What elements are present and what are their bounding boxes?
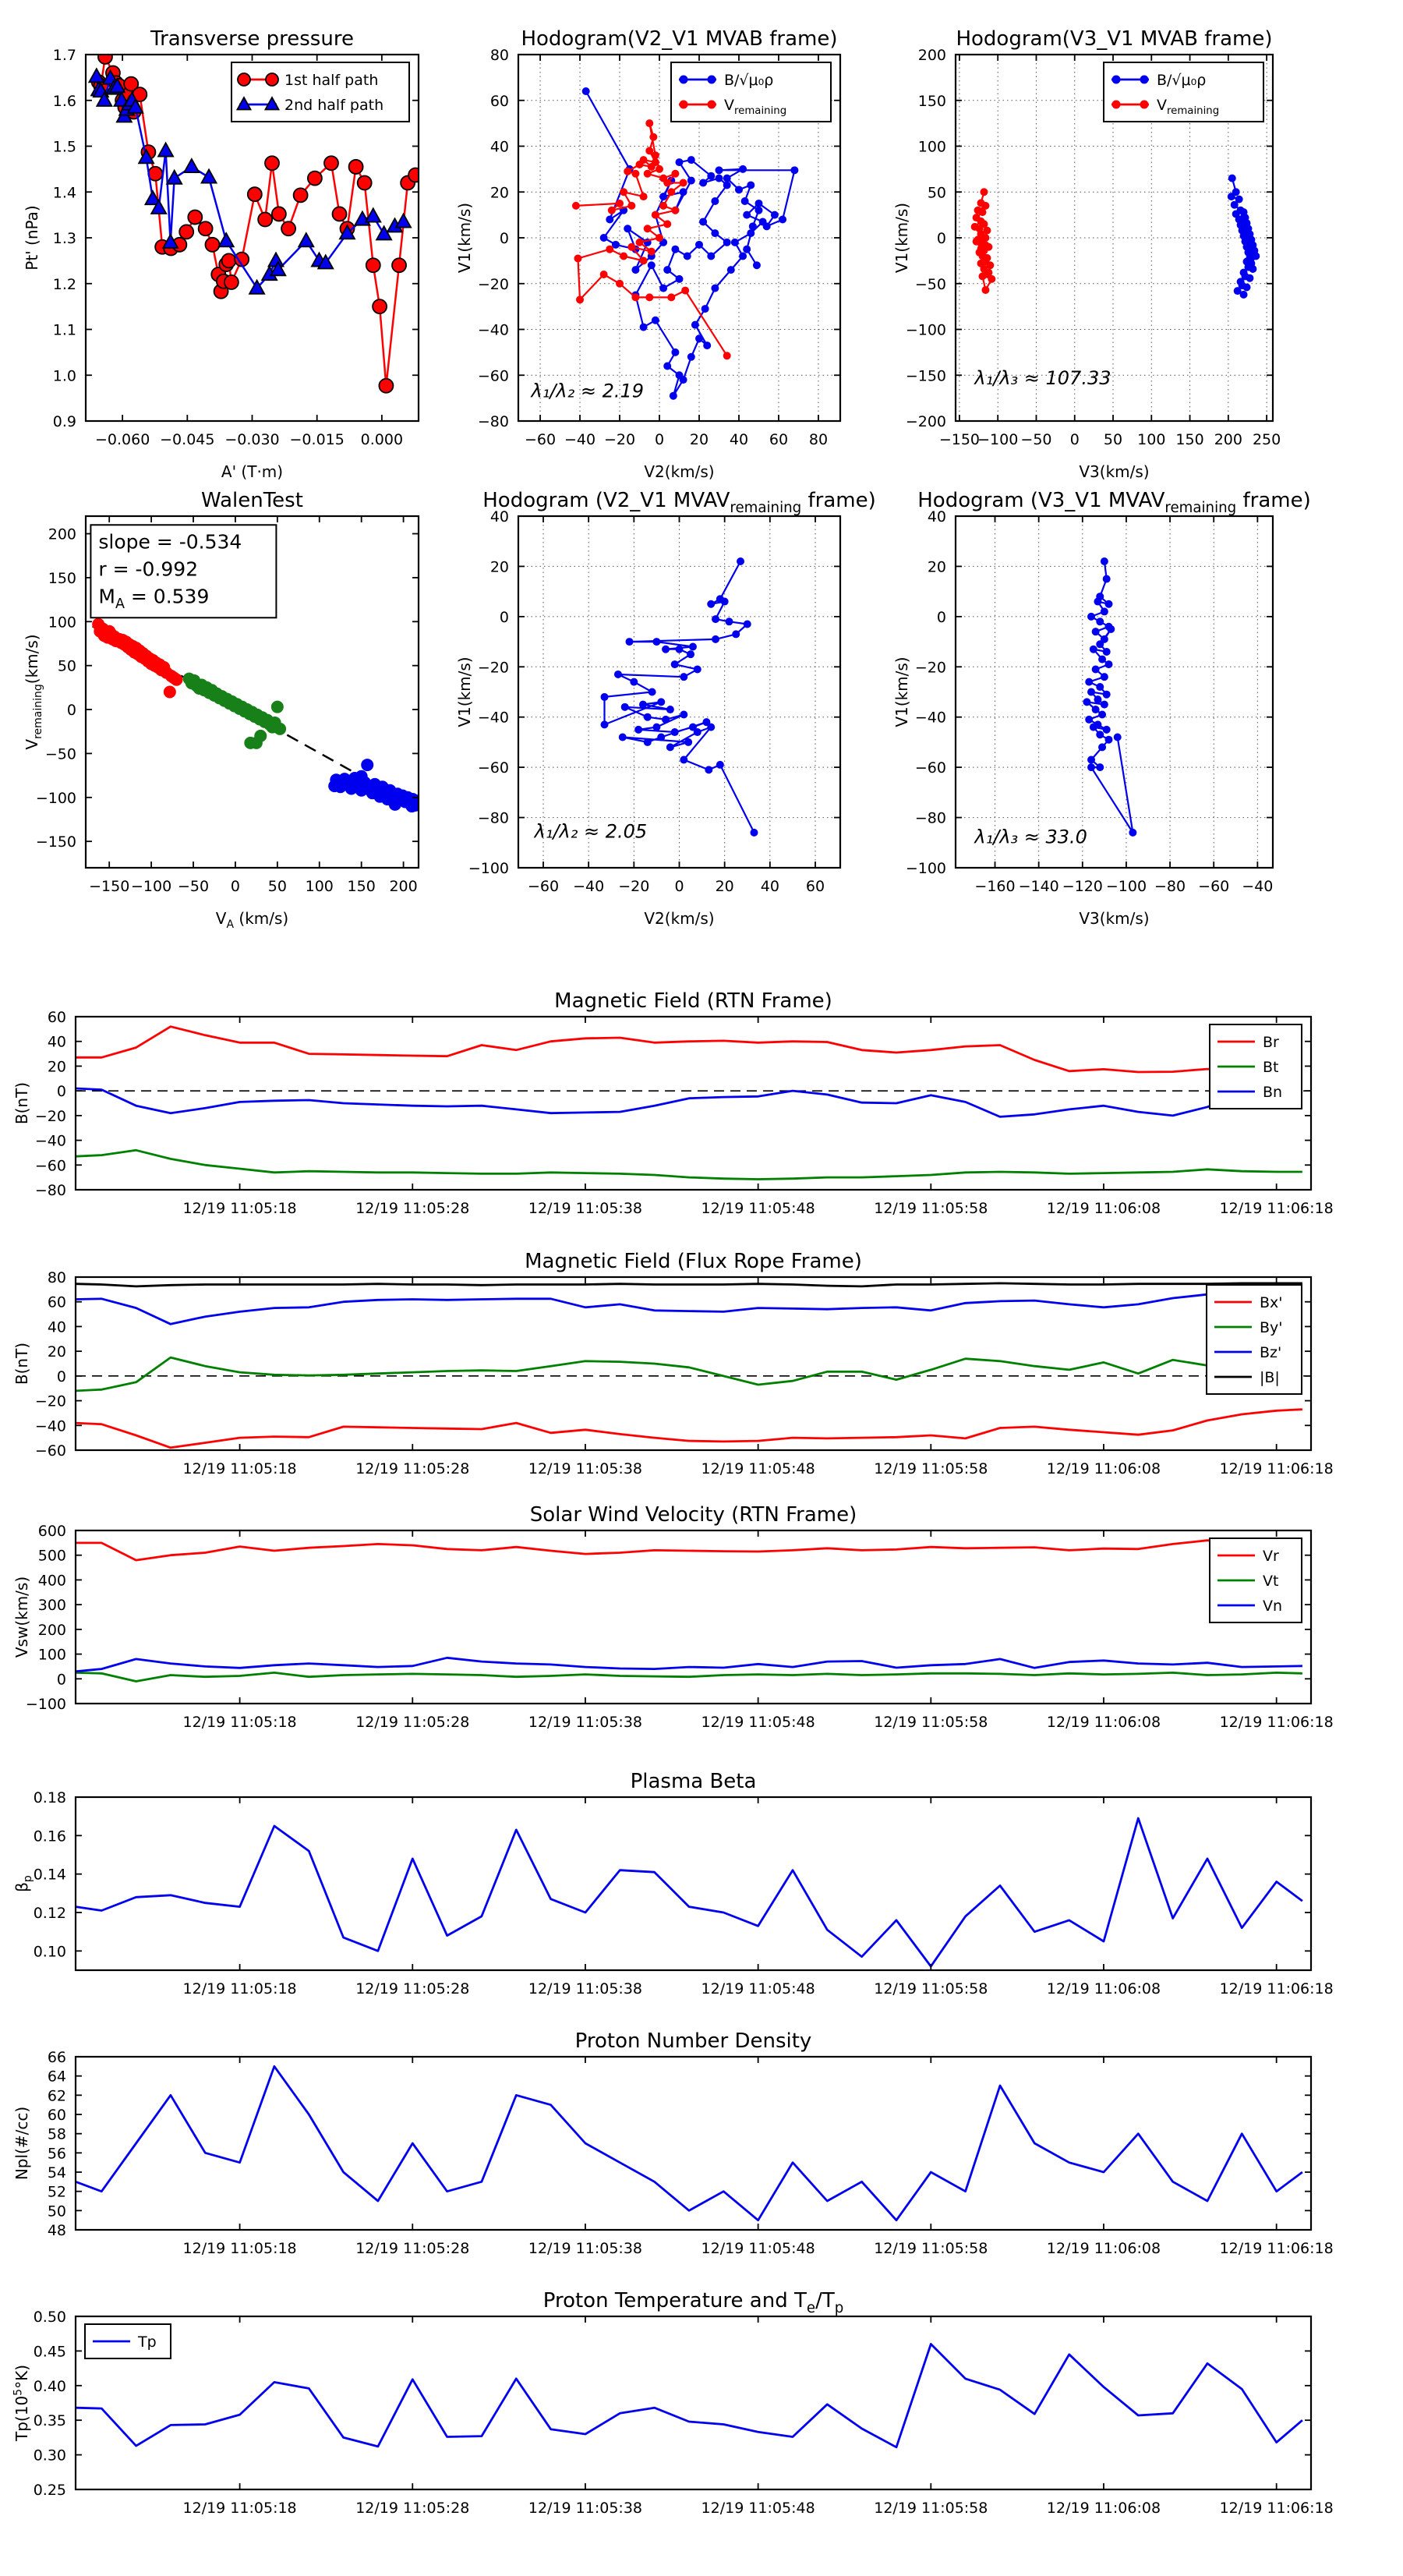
svg-text:50: 50	[47, 2203, 66, 2220]
svg-text:200: 200	[1214, 431, 1242, 448]
svg-text:12/19 11:05:38: 12/19 11:05:38	[528, 1980, 643, 1997]
svg-text:60: 60	[769, 431, 789, 448]
svg-text:Vremaining: $V_{remaining}$	[1157, 97, 1220, 117]
svg-text:0.30: 0.30	[33, 2447, 66, 2465]
svg-text:200: 200	[389, 878, 418, 895]
svg-text:−150: −150	[905, 367, 946, 385]
svg-text:0: 0	[936, 230, 946, 247]
svg-text:12/19 11:05:28: 12/19 11:05:28	[355, 1714, 470, 1731]
svg-text:80: 80	[808, 431, 829, 448]
svg-text:V3(km/s): V3(km/s)	[1079, 462, 1150, 481]
svg-text:slope = -0.534: slope = -0.534	[98, 530, 242, 554]
svg-text:12/19 11:05:48: 12/19 11:05:48	[701, 1200, 815, 1217]
proton-temperature-chart	[12, 2289, 1333, 2517]
svg-text:Transverse pressure: Transverse pressure	[150, 27, 354, 51]
svg-text:60: 60	[47, 1009, 66, 1026]
svg-text:−150: −150	[89, 878, 130, 895]
svg-text:λ₁/λ₂ ≈ 2.19: λ₁/λ₂ ≈ 2.19	[531, 380, 645, 402]
svg-text:12/19 11:05:48: 12/19 11:05:48	[701, 1714, 815, 1731]
svg-text:Proton Temperature and Te/Tp: Proton Temperature and $T_e/T_p$	[542, 2289, 844, 2316]
svg-text:50: 50	[1103, 431, 1123, 448]
svg-text:40: 40	[47, 1318, 66, 1336]
svg-text:By': By'	[1260, 1319, 1283, 1336]
svg-text:60: 60	[47, 1293, 66, 1311]
svg-text:VA (km/s): $V_A$ (km/s)	[215, 909, 289, 932]
svg-text:Hodogram(V2_V1 MVAB frame): Hodogram(V2_V1 MVAB frame)	[521, 27, 838, 51]
svg-text:−20: −20	[477, 659, 509, 677]
svg-text:250: 250	[1252, 431, 1281, 448]
svg-text:56: 56	[47, 2145, 66, 2163]
svg-text:B/√μ₀ρ: B/√μ₀ρ	[724, 72, 774, 89]
svg-text:Magnetic Field (Flux Rope Fram: Magnetic Field (Flux Rope Frame)	[525, 1250, 862, 1273]
svg-text:12/19 11:06:08: 12/19 11:06:08	[1046, 1980, 1161, 1997]
svg-text:200: 200	[37, 1621, 66, 1639]
svg-text:|B|: |B|	[1260, 1369, 1280, 1386]
svg-text:Hodogram (V3_V1 MVAVremaining: Hodogram (V3_V1 $MVAV_{remaining}$ frame)	[917, 489, 1311, 516]
svg-text:20: 20	[47, 1343, 66, 1361]
hodogram-v2v1-mvav-chart	[455, 489, 876, 928]
svg-text:−100: −100	[1105, 878, 1147, 895]
svg-text:Vr: Vr	[1263, 1548, 1279, 1565]
svg-text:50: 50	[57, 657, 76, 675]
svg-text:12/19 11:05:18: 12/19 11:05:18	[182, 1460, 297, 1477]
svg-text:0: 0	[499, 608, 509, 626]
svg-text:Vremaining: $V_{remaining}$	[724, 97, 787, 117]
svg-text:12/19 11:05:18: 12/19 11:05:18	[182, 2240, 297, 2257]
svg-text:600: 600	[37, 1523, 66, 1540]
svg-text:V1(km/s): V1(km/s)	[892, 202, 911, 274]
svg-text:−60: −60	[477, 759, 509, 777]
svg-text:−100: −100	[977, 431, 1019, 448]
svg-text:60: 60	[47, 2107, 66, 2124]
svg-text:2nd half path: 2nd half path	[284, 97, 384, 114]
svg-text:12/19 11:06:18: 12/19 11:06:18	[1219, 2240, 1334, 2257]
svg-text:0.25: 0.25	[33, 2482, 66, 2499]
svg-text:0.10: 0.10	[33, 1943, 66, 1961]
svg-text:Bz': Bz'	[1260, 1344, 1282, 1361]
svg-text:40: 40	[489, 508, 509, 525]
svg-text:100: 100	[917, 138, 946, 156]
svg-text:12/19 11:05:38: 12/19 11:05:38	[528, 2500, 643, 2517]
svg-text:Vn: Vn	[1263, 1598, 1283, 1615]
svg-text:0.40: 0.40	[33, 2377, 66, 2395]
svg-text:0: 0	[654, 431, 665, 448]
svg-text:12/19 11:05:38: 12/19 11:05:38	[528, 2240, 643, 2257]
svg-text:40: 40	[47, 1033, 66, 1051]
svg-text:B(nT): B(nT)	[12, 1342, 31, 1385]
svg-text:0.45: 0.45	[33, 2343, 66, 2361]
svg-text:−50: −50	[177, 878, 210, 895]
svg-text:400: 400	[37, 1572, 66, 1590]
svg-text:r = -0.992: r = -0.992	[98, 557, 199, 581]
svg-text:−40: −40	[914, 709, 946, 727]
svg-text:Vsw(km/s): Vsw(km/s)	[12, 1576, 31, 1658]
svg-text:Bn: Bn	[1263, 1084, 1283, 1101]
svg-text:200: 200	[48, 525, 76, 543]
svg-text:−20: −20	[477, 275, 509, 293]
svg-text:−20: −20	[34, 1107, 66, 1125]
svg-text:0: 0	[56, 1368, 66, 1385]
svg-text:−80: −80	[477, 809, 509, 827]
svg-text:Hodogram (V2_V1 MVAVremaining: Hodogram (V2_V1 $MVAV_{remaining}$ frame)	[482, 489, 876, 516]
svg-text:0: 0	[499, 230, 509, 247]
solar-wind-velocity-chart	[12, 1503, 1334, 1731]
svg-text:0: 0	[230, 878, 240, 895]
svg-text:40: 40	[927, 508, 946, 525]
svg-text:−0.030: −0.030	[224, 431, 280, 448]
svg-text:Pt' (nPa): Pt' (nPa)	[23, 205, 41, 271]
svg-text:48: 48	[47, 2222, 66, 2239]
svg-text:0.50: 0.50	[33, 2309, 66, 2326]
svg-text:60: 60	[489, 92, 509, 110]
svg-text:12/19 11:05:58: 12/19 11:05:58	[874, 1980, 988, 1997]
svg-text:βp: $\beta_p$	[12, 1875, 35, 1892]
svg-text:−40: −40	[34, 1132, 66, 1150]
svg-text:1.7: 1.7	[52, 47, 76, 64]
svg-text:V1(km/s): V1(km/s)	[455, 202, 474, 274]
svg-text:500: 500	[37, 1547, 66, 1565]
svg-text:12/19 11:06:08: 12/19 11:06:08	[1046, 2500, 1161, 2517]
svg-text:−80: −80	[477, 413, 509, 430]
plasma-beta-chart	[12, 1770, 1334, 1997]
svg-text:B(nT): B(nT)	[12, 1081, 31, 1125]
svg-text:0.16: 0.16	[33, 1828, 66, 1845]
svg-text:−60: −60	[914, 759, 946, 777]
svg-text:−60: −60	[527, 878, 560, 895]
svg-text:12/19 11:05:48: 12/19 11:05:48	[701, 1460, 815, 1477]
svg-text:−40: −40	[477, 709, 509, 727]
svg-text:V2(km/s): V2(km/s)	[644, 462, 715, 481]
svg-text:12/19 11:05:18: 12/19 11:05:18	[182, 1200, 297, 1217]
walen-test-chart	[23, 489, 423, 931]
svg-text:0: 0	[674, 878, 684, 895]
svg-text:12/19 11:05:38: 12/19 11:05:38	[528, 1714, 643, 1731]
svg-text:−40: −40	[1242, 878, 1274, 895]
svg-text:1.6: 1.6	[52, 92, 76, 110]
svg-text:0: 0	[66, 702, 76, 720]
svg-text:0: 0	[56, 1083, 66, 1101]
svg-text:50: 50	[267, 878, 287, 895]
svg-text:1.4: 1.4	[52, 184, 76, 202]
svg-text:−50: −50	[1020, 431, 1052, 448]
svg-text:−100: −100	[25, 1696, 66, 1713]
magnetic-field-rtn-chart	[12, 989, 1334, 1217]
svg-text:−0.045: −0.045	[160, 431, 215, 448]
svg-text:12/19 11:05:48: 12/19 11:05:48	[701, 2500, 815, 2517]
svg-text:12/19 11:05:18: 12/19 11:05:18	[182, 1980, 297, 1997]
svg-text:−0.060: −0.060	[94, 431, 150, 448]
svg-text:Hodogram(V3_V1 MVAB frame): Hodogram(V3_V1 MVAB frame)	[956, 27, 1273, 51]
svg-text:0.14: 0.14	[33, 1866, 66, 1884]
svg-text:−20: −20	[34, 1392, 66, 1410]
svg-text:Npl(#/cc): Npl(#/cc)	[12, 2106, 31, 2181]
magnetic-field-flux-rope-chart	[12, 1250, 1334, 1477]
svg-text:12/19 11:05:18: 12/19 11:05:18	[182, 2500, 297, 2517]
svg-text:−100: −100	[905, 321, 946, 339]
svg-text:12/19 11:05:48: 12/19 11:05:48	[701, 1980, 815, 1997]
svg-text:12/19 11:06:08: 12/19 11:06:08	[1046, 1460, 1161, 1477]
svg-text:20: 20	[689, 431, 709, 448]
svg-text:−200: −200	[905, 413, 946, 430]
svg-text:−40: −40	[34, 1417, 66, 1435]
svg-text:150: 150	[917, 92, 946, 110]
svg-text:54: 54	[47, 2164, 66, 2181]
svg-text:−80: −80	[34, 1182, 66, 1199]
svg-text:0.12: 0.12	[33, 1905, 66, 1922]
svg-text:64: 64	[47, 2068, 66, 2086]
svg-text:−60: −60	[34, 1157, 66, 1175]
svg-text:−80: −80	[914, 809, 946, 827]
svg-text:150: 150	[347, 878, 376, 895]
svg-text:12/19 11:05:28: 12/19 11:05:28	[355, 1980, 470, 1997]
svg-text:Tp(105°K): $Tp(10^5^\circ K)$	[12, 2364, 31, 2442]
svg-text:1.3: 1.3	[52, 230, 76, 247]
svg-text:40: 40	[489, 138, 509, 156]
svg-text:−60: −60	[477, 367, 509, 385]
svg-text:20: 20	[489, 184, 509, 202]
hodogram-v3v1-mvav-chart	[892, 489, 1311, 928]
svg-text:52: 52	[47, 2183, 66, 2201]
svg-text:150: 150	[48, 569, 76, 587]
svg-text:12/19 11:05:18: 12/19 11:05:18	[182, 1714, 297, 1731]
svg-text:12/19 11:05:28: 12/19 11:05:28	[355, 1460, 470, 1477]
svg-text:12/19 11:05:28: 12/19 11:05:28	[355, 1200, 470, 1217]
svg-text:Vt: Vt	[1263, 1573, 1279, 1590]
svg-text:12/19 11:06:18: 12/19 11:06:18	[1219, 1714, 1334, 1731]
svg-text:20: 20	[927, 558, 946, 576]
svg-text:A' (T·m): A' (T·m)	[221, 462, 284, 481]
svg-text:20: 20	[489, 558, 509, 576]
svg-text:40: 40	[760, 878, 779, 895]
svg-text:V2(km/s): V2(km/s)	[644, 909, 715, 928]
svg-text:12/19 11:05:38: 12/19 11:05:38	[528, 1460, 643, 1477]
svg-text:80: 80	[489, 47, 509, 64]
svg-text:−150: −150	[938, 431, 981, 448]
svg-text:12/19 11:05:58: 12/19 11:05:58	[874, 1200, 988, 1217]
proton-number-density-chart	[12, 2029, 1334, 2257]
svg-text:−100: −100	[35, 789, 76, 807]
svg-text:0.18: 0.18	[33, 1789, 66, 1806]
svg-text:Solar Wind Velocity (RTN Frame: Solar Wind Velocity (RTN Frame)	[529, 1503, 857, 1527]
svg-text:−80: −80	[1154, 878, 1186, 895]
svg-text:−40: −40	[573, 878, 605, 895]
svg-text:Br: Br	[1263, 1034, 1279, 1051]
svg-text:−100: −100	[468, 860, 509, 877]
svg-text:60: 60	[805, 878, 825, 895]
svg-text:100: 100	[1137, 431, 1166, 448]
svg-text:12/19 11:05:38: 12/19 11:05:38	[528, 1200, 643, 1217]
svg-text:Tp: Tp	[138, 2334, 157, 2351]
svg-text:62: 62	[47, 2087, 66, 2105]
transverse-pressure-chart	[23, 27, 422, 481]
svg-text:−160: −160	[974, 878, 1016, 895]
svg-text:−40: −40	[564, 431, 596, 448]
svg-text:0: 0	[1069, 431, 1080, 448]
svg-text:−60: −60	[34, 1442, 66, 1460]
svg-text:−20: −20	[618, 878, 650, 895]
svg-text:150: 150	[1175, 431, 1204, 448]
svg-text:1.1: 1.1	[52, 321, 76, 339]
svg-text:−120: −120	[1062, 878, 1103, 895]
svg-text:58: 58	[47, 2125, 66, 2143]
svg-text:12/19 11:06:18: 12/19 11:06:18	[1219, 2500, 1334, 2517]
svg-text:0.35: 0.35	[33, 2412, 66, 2430]
svg-text:100: 100	[37, 1646, 66, 1664]
svg-text:12/19 11:06:08: 12/19 11:06:08	[1046, 1714, 1161, 1731]
svg-text:100: 100	[305, 878, 334, 895]
svg-text:12/19 11:06:08: 12/19 11:06:08	[1046, 2240, 1161, 2257]
svg-text:12/19 11:05:28: 12/19 11:05:28	[355, 2500, 470, 2517]
svg-text:Bt: Bt	[1263, 1059, 1279, 1076]
svg-text:Vremaining(km/s): $V_{remaining}(km/s)$	[23, 634, 45, 750]
svg-text:λ₁/λ₃ ≈ 107.33: λ₁/λ₃ ≈ 107.33	[974, 367, 1111, 389]
hodogram-v3v1-mvab-chart	[892, 27, 1281, 481]
svg-text:MA = 0.539: $M_A = 0.539$	[98, 585, 210, 612]
svg-text:V1(km/s): V1(km/s)	[892, 656, 911, 727]
svg-text:−60: −60	[1198, 878, 1230, 895]
svg-text:20: 20	[47, 1058, 66, 1076]
svg-text:−100: −100	[905, 860, 946, 877]
hodogram-v2v1-mvab-chart	[455, 27, 840, 481]
svg-text:12/19 11:06:08: 12/19 11:06:08	[1046, 1200, 1161, 1217]
svg-text:300: 300	[37, 1597, 66, 1615]
svg-text:50: 50	[927, 184, 946, 202]
svg-text:V1(km/s): V1(km/s)	[455, 656, 474, 727]
svg-text:0: 0	[56, 1671, 66, 1689]
svg-text:1.0: 1.0	[52, 367, 76, 385]
svg-text:12/19 11:05:58: 12/19 11:05:58	[874, 2500, 988, 2517]
svg-text:12/19 11:05:58: 12/19 11:05:58	[874, 1714, 988, 1731]
svg-text:200: 200	[917, 47, 946, 64]
svg-text:−140: −140	[1018, 878, 1059, 895]
svg-text:12/19 11:05:48: 12/19 11:05:48	[701, 2240, 815, 2257]
svg-text:λ₁/λ₃ ≈ 33.0: λ₁/λ₃ ≈ 33.0	[974, 826, 1087, 848]
svg-text:−20: −20	[914, 659, 946, 677]
svg-text:0.000: 0.000	[360, 431, 404, 448]
svg-text:66: 66	[47, 2049, 66, 2066]
svg-text:Proton Number Density: Proton Number Density	[574, 2029, 812, 2053]
svg-text:−20: −20	[603, 431, 636, 448]
svg-text:−100: −100	[131, 878, 172, 895]
svg-text:Bx': Bx'	[1260, 1294, 1283, 1311]
svg-text:V3(km/s): V3(km/s)	[1079, 909, 1150, 928]
svg-text:80: 80	[47, 1269, 66, 1286]
svg-text:WalenTest: WalenTest	[201, 489, 303, 512]
svg-text:Plasma Beta: Plasma Beta	[630, 1770, 757, 1793]
svg-text:−50: −50	[914, 275, 946, 293]
svg-text:−60: −60	[524, 431, 557, 448]
svg-text:12/19 11:05:28: 12/19 11:05:28	[355, 2240, 470, 2257]
svg-text:12/19 11:05:58: 12/19 11:05:58	[874, 2240, 988, 2257]
svg-text:0.9: 0.9	[52, 413, 76, 430]
svg-text:Magnetic Field (RTN Frame): Magnetic Field (RTN Frame)	[554, 989, 832, 1013]
svg-text:1st half path: 1st half path	[284, 72, 379, 89]
svg-text:12/19 11:06:18: 12/19 11:06:18	[1219, 1980, 1334, 1997]
svg-text:−40: −40	[477, 321, 509, 339]
svg-text:B/√μ₀ρ: B/√μ₀ρ	[1157, 72, 1207, 89]
svg-text:40: 40	[729, 431, 749, 448]
svg-text:12/19 11:06:18: 12/19 11:06:18	[1219, 1460, 1334, 1477]
svg-text:1.5: 1.5	[52, 138, 76, 156]
svg-text:12/19 11:06:18: 12/19 11:06:18	[1219, 1200, 1334, 1217]
svg-text:λ₁/λ₂ ≈ 2.05: λ₁/λ₂ ≈ 2.05	[534, 820, 648, 843]
svg-text:−0.015: −0.015	[289, 431, 345, 448]
svg-text:1.2: 1.2	[52, 275, 76, 293]
svg-text:−50: −50	[44, 745, 76, 763]
svg-text:20: 20	[715, 878, 734, 895]
svg-text:0: 0	[936, 608, 946, 626]
svg-text:100: 100	[48, 614, 76, 632]
svg-text:−150: −150	[35, 833, 76, 851]
svg-text:12/19 11:05:58: 12/19 11:05:58	[874, 1460, 988, 1477]
